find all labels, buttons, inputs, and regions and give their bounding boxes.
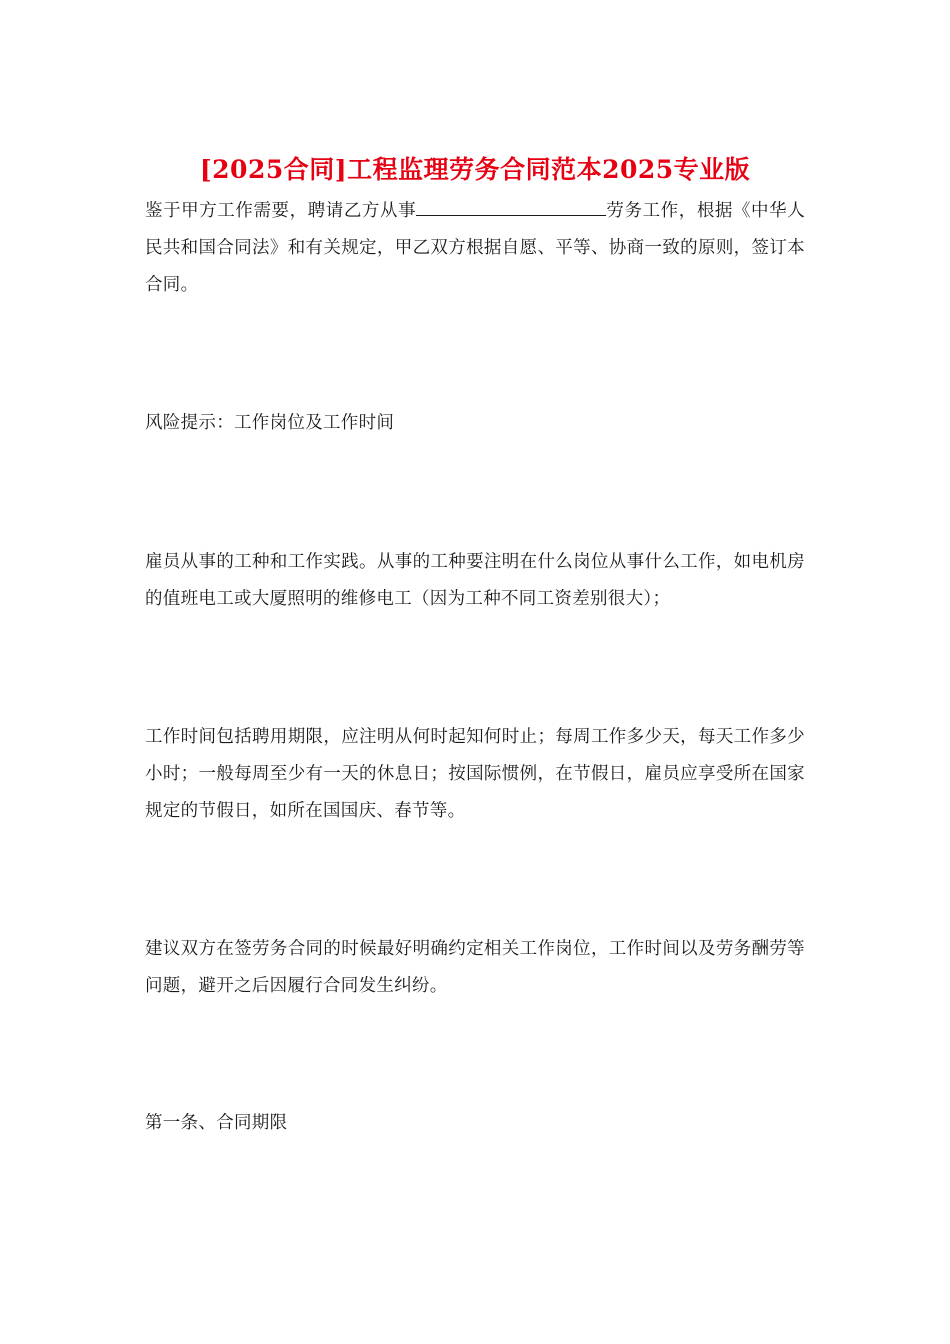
article-1-heading: 第一条、合同期限 xyxy=(145,1113,288,1133)
work-time-paragraph: 工作时间包括聘用期限，应注明从何时起知何时止；每周工作多少天，每天工作多少小时；一般每周至少有一天的休息日；按国际惯例，在节假日，雇员应享受所在国家规定的节假日，如所在国国庆、春节等。 xyxy=(145,727,805,821)
risk-heading: 风险提示：工作岗位及工作时间 xyxy=(145,413,395,433)
advice-paragraph: 建议双方在签劳务合同的时候最好明确约定相关工作岗位，工作时间以及劳务酬劳等问题，避开之后因履行合同发生纠纷。 xyxy=(145,939,805,996)
job-blank-line xyxy=(416,197,606,216)
job-type-paragraph: 雇员从事的工种和工作实践。从事的工种要注明在什么岗位从事什么工作，如电机房的值班电工或大厦照明的维修电工（因为工种不同工资差别很大）； xyxy=(145,552,805,609)
document-title: [2025合同]工程监理劳务合同范本2025专业版 xyxy=(199,155,751,184)
intro-text-after-blank: 劳务工作，根据《中华人民共和国合同法》和有关规定，甲乙双方根据自愿、平等、协商一致的原则，签订本合同。 xyxy=(145,201,805,295)
intro-text-before-blank: 鉴于甲方工作需要，聘请乙方从事 xyxy=(145,201,417,221)
intro-paragraph xyxy=(145,193,805,304)
